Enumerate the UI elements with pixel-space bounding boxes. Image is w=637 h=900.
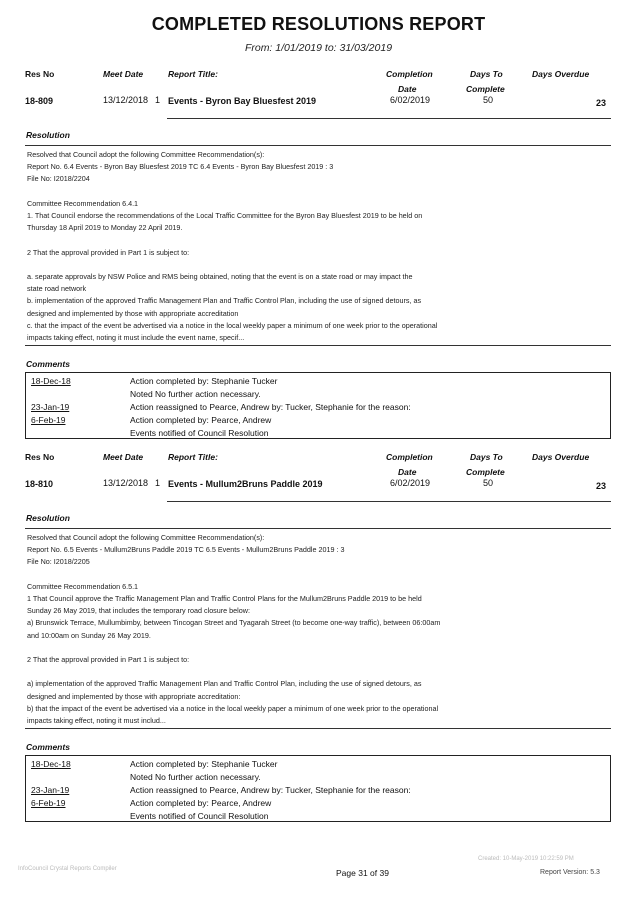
meet-date: 13/12/2018 <box>103 478 149 488</box>
resolution-line: impacts taking effect, noting it must include the event name, specif... <box>27 333 245 342</box>
header-divider <box>167 501 611 502</box>
col-days-complete: Complete <box>466 84 505 94</box>
resolution-line: c. that the impact of the event be advertised via a notice in the local weekly paper a minimum of one week prior to the operational <box>27 320 438 330</box>
res-no: 18-810 <box>25 479 54 489</box>
resolution-line: designed and implemented by those with appropriate accreditation <box>27 308 239 318</box>
col-res-no: Res No <box>25 452 55 462</box>
comment-date: 23-Jan-19 <box>31 785 70 795</box>
comment-date: 23-Jan-19 <box>31 402 70 412</box>
resolution-line: a. separate approvals by NSW Police and RMS being obtained, noting that the event is on a state road or may impact the <box>27 272 413 281</box>
comment-text: Action completed by: Stephanie Tucker <box>130 376 278 386</box>
comment-date: 18-Dec-18 <box>31 376 71 386</box>
comment-date: 6-Feb-19 <box>31 415 66 425</box>
comment-text: Action completed by: Stephanie Tucker <box>130 759 278 769</box>
resolution-line: File No: I2018/2204 <box>27 174 90 184</box>
comment-text: Action completed by: Pearce, Andrew <box>130 415 272 425</box>
resolution-line: Committee Recommendation 6.5.1 <box>27 581 139 591</box>
comments-heading: Comments <box>26 742 70 752</box>
resolution-divider <box>25 528 611 529</box>
res-no: 18-809 <box>25 96 54 106</box>
resolution-line: Thursday 18 April 2019 to Monday 22 April 2019. <box>27 223 183 233</box>
resolution-heading: Resolution <box>26 130 70 140</box>
days-overdue: 23 <box>596 481 607 491</box>
resolution-line: Committee Recommendation 6.4.1 <box>27 198 139 208</box>
days-to-complete: 50 <box>483 95 494 105</box>
resolution-line: Resolved that Council adopt the following Committee Recommendation(s): <box>27 150 265 159</box>
comment-date: 18-Dec-18 <box>31 759 71 769</box>
col-completion: Completion <box>386 69 433 79</box>
col-completion-date: Date <box>398 467 417 477</box>
col-days-to: Days To <box>470 69 503 79</box>
footer-created: Created: 10-May-2019 10:22:59 PM <box>478 856 574 862</box>
footer-version: Report Version: 5.3 <box>540 869 600 876</box>
resolution-line: b. implementation of the approved Traffic Management Plan and Traffic Control Plan, including the use of signed detours, as <box>27 296 422 306</box>
resolution-line: a) implementation of the approved Traffic Management Plan and Traffic Control Plan, including the use of signed detours, as <box>27 679 422 689</box>
col-days-overdue: Days Overdue <box>532 452 590 462</box>
resolution-line: Report No. 6.4 Events - Byron Bay Bluesfest 2019 TC 6.4 Events - Byron Bay Bluesfest 2019 : 3 <box>27 162 334 172</box>
resolution-line: Report No. 6.5 Events - Mullum2Bruns Paddle 2019 TC 6.5 Events - Mullum2Bruns Paddle 2019 : 3 <box>27 545 345 555</box>
page-number: Page 31 of 39 <box>336 868 389 878</box>
meet-item: 1 <box>155 478 161 488</box>
resolution-divider <box>25 145 611 146</box>
report-title: COMPLETED RESOLUTIONS REPORT <box>151 14 486 34</box>
comment-text: Events notified of Council Resolution <box>130 811 269 821</box>
comment-text: Noted No further action necessary. <box>130 772 261 782</box>
col-meet-date: Meet Date <box>103 69 144 79</box>
col-meet-date: Meet Date <box>103 452 144 462</box>
header-divider <box>167 118 611 119</box>
resolution-line: 1. That Council endorse the recommendations of the Local Traffic Committee for the Byron Bay Bluesfest 2019 to be held on <box>27 211 423 220</box>
footer-compiler: InfoCouncil Crystal Reports Compiler <box>18 866 117 872</box>
col-days-to: Days To <box>470 452 503 462</box>
comments-heading: Comments <box>26 359 70 369</box>
days-overdue: 23 <box>596 98 607 108</box>
resolution-bottom-rule <box>25 345 611 346</box>
meet-date: 13/12/2018 <box>103 95 149 105</box>
report-title: Events - Mullum2Bruns Paddle 2019 <box>168 479 323 489</box>
resolution-line: 1 That Council approve the Traffic Management Plan and Traffic Control Plans for the Mullum2Bruns Paddle 2019 to be held <box>27 594 422 603</box>
resolution-line: b) that the impact of the event be advertised via a notice in the local weekly paper a minimum of one week prior to the operational <box>27 703 439 713</box>
resolution-heading: Resolution <box>26 513 70 523</box>
resolution-line: a) Brunswick Terrace, Mullumbimby, between Tincogan Street and Tyagarah Street (to become one-way traffic), between 06:00am <box>27 618 441 628</box>
completion-date: 6/02/2019 <box>390 95 431 105</box>
col-days-overdue: Days Overdue <box>532 69 590 79</box>
comment-text: Events notified of Council Resolution <box>130 428 269 438</box>
comment-date: 6-Feb-19 <box>31 798 66 808</box>
col-report-title: Report Title: <box>168 452 218 462</box>
col-report-title: Report Title: <box>168 69 218 79</box>
report-title: Events - Byron Bay Bluesfest 2019 <box>168 96 317 106</box>
comment-text: Action reassigned to Pearce, Andrew by: Tucker, Stephanie for the reason: <box>130 785 411 795</box>
resolution-line: impacts taking effect, noting it must includ... <box>27 716 166 725</box>
resolution-line: state road network <box>27 284 87 294</box>
meet-item: 1 <box>155 95 161 105</box>
resolution-line: Sunday 26 May 2019, that includes the temporary road closure below: <box>27 606 250 616</box>
days-to-complete: 50 <box>483 478 494 488</box>
col-res-no: Res No <box>25 69 55 79</box>
resolution-line: 2 That the approval provided in Part 1 is subject to: <box>27 247 190 257</box>
resolution-line: File No: I2018/2205 <box>27 557 90 567</box>
resolution-line: 2 That the approval provided in Part 1 is subject to: <box>27 655 190 664</box>
report-date-range: From: 1/01/2019 to: 31/03/2019 <box>244 42 393 54</box>
col-completion-date: Date <box>398 84 417 94</box>
resolution-bottom-rule <box>25 728 611 729</box>
completion-date: 6/02/2019 <box>390 478 431 488</box>
col-completion: Completion <box>386 452 433 462</box>
resolution-line: and 10:00am on Sunday 26 May 2019. <box>27 630 151 640</box>
col-days-complete: Complete <box>466 467 505 477</box>
comment-text: Action completed by: Pearce, Andrew <box>130 798 272 808</box>
comment-text: Noted No further action necessary. <box>130 389 261 399</box>
comment-text: Action reassigned to Pearce, Andrew by: Tucker, Stephanie for the reason: <box>130 402 411 412</box>
resolution-line: Resolved that Council adopt the following Committee Recommendation(s): <box>27 533 265 542</box>
resolution-line: designed and implemented by those with appropriate accreditation: <box>27 691 241 701</box>
